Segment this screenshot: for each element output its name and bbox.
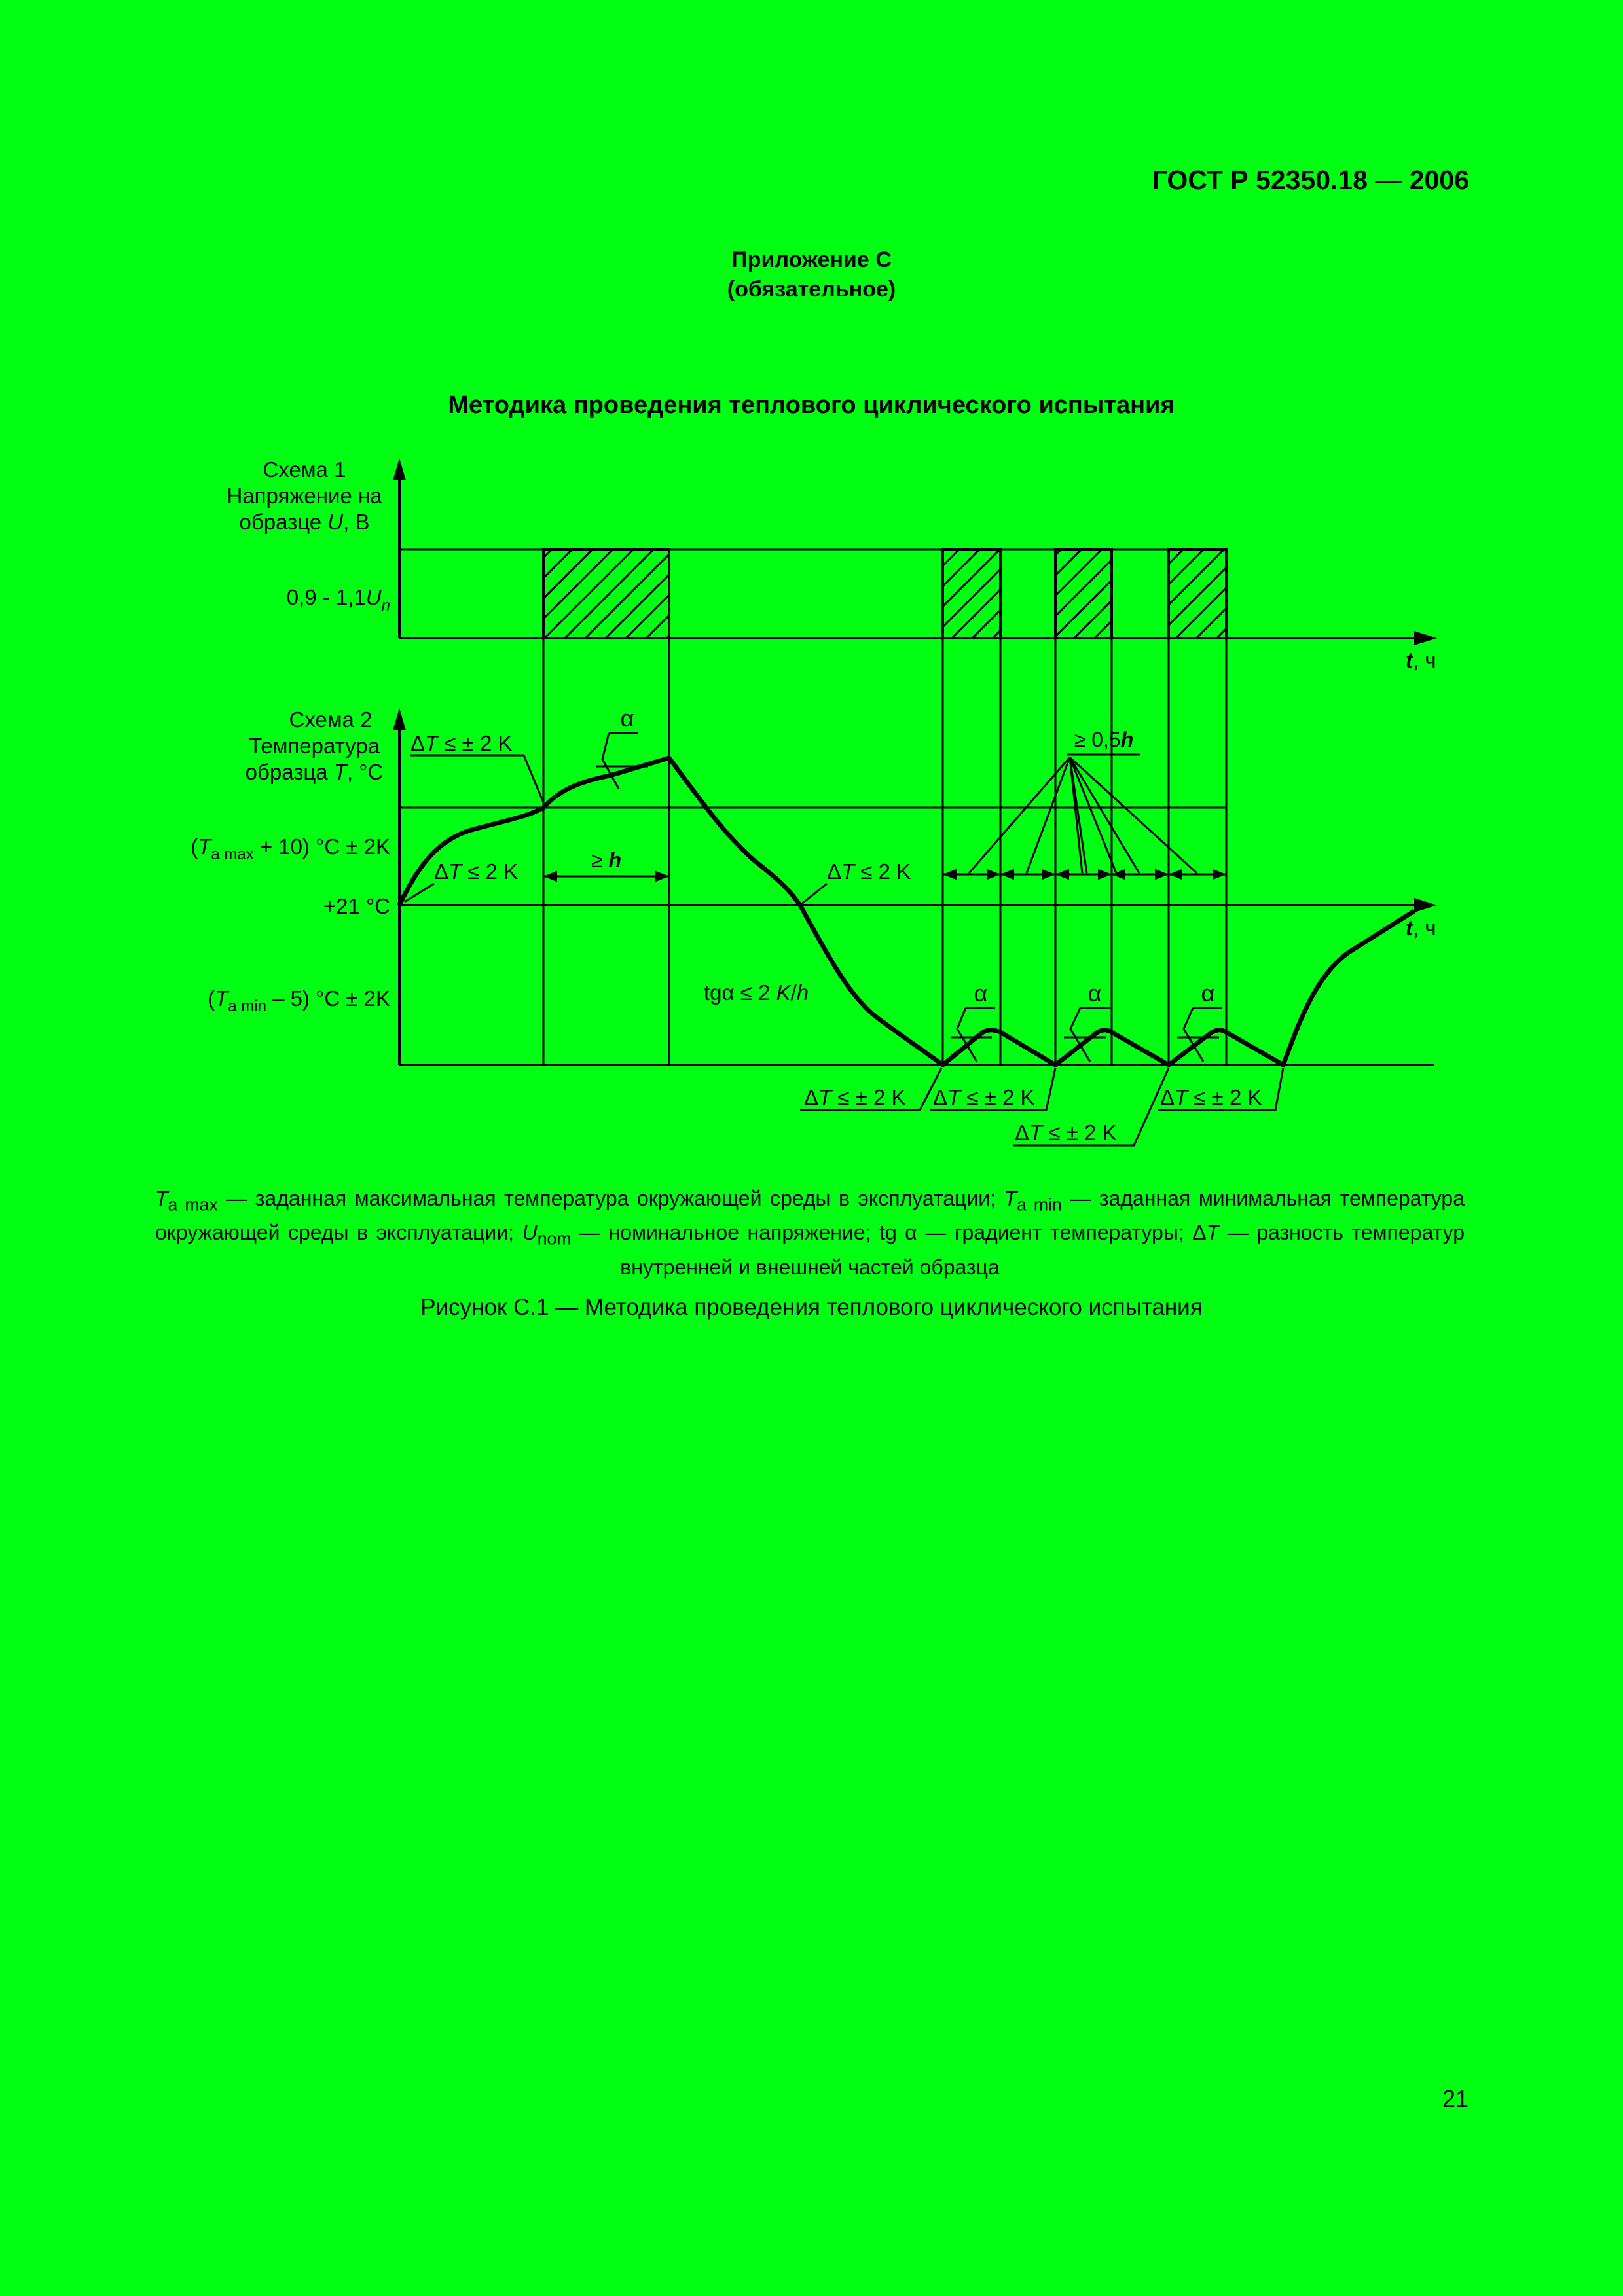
scheme2-t-axis-label: t, ч (1406, 916, 1436, 940)
figure-caption: Рисунок С.1 — Методика проведения теплового циклического испытания (420, 1295, 1203, 1320)
voltage-block-2 (943, 550, 1000, 638)
annex-title: Приложение С (731, 247, 892, 272)
figure-title: Методика проведения теплового циклического испытания (448, 391, 1175, 419)
voltage-block-1 (543, 550, 669, 638)
voltage-block-4 (1169, 550, 1226, 638)
t21-label: +21 °C (323, 894, 390, 918)
alpha-label-4: α (1201, 980, 1215, 1007)
tmin-label: $(T_{a min} - 5) ^\circ C \pm 2K$ (208, 986, 390, 1015)
voltage-range-label: $0,9 - 1,1U_n$ (286, 585, 390, 615)
delta-labels (410, 731, 1262, 1145)
scheme2-temperature-chart (191, 638, 1437, 1145)
dT-label-top: ΔT ≤ ± 2 K (410, 731, 513, 755)
alpha-label-3: α (1087, 980, 1102, 1007)
time-guides (543, 638, 1226, 1065)
dT-label-bottom-4: ΔT ≤ ± 2 K (1160, 1085, 1262, 1109)
scheme2-label: Схема 2 (289, 708, 373, 732)
tmax-label: $(T_{a max} + 10) ^\circ C \pm 2K$ (191, 834, 390, 863)
figure-legend: $T_{a max}$ — заданная максимальная температура окружающей среды в эксплуатации; $T_{a min}$ — заданная минимальная температура окружающей среды в эксплуатации; $U_{nom}$ — номинальное напряжение; tg α — градиент температуры; ΔT — разность температур внутренней и внешней частей образца (155, 1187, 1465, 1279)
scheme1-t-axis-label: t, ч (1406, 648, 1436, 672)
alpha-label-2: α (974, 980, 988, 1007)
annex-type: (обязательное) (727, 277, 896, 302)
dT-label-bottom-2: ΔT ≤ ± 2 K (933, 1085, 1035, 1109)
dT-label-bottom-1: ΔT ≤ ± 2 K (804, 1085, 906, 1109)
document-number: ГОСТ Р 52350.18 — 2006 (1152, 165, 1469, 195)
scheme1-t-arrow (1414, 631, 1437, 645)
gradient-label: tgα ≤ 2 K/h (704, 980, 809, 1005)
scheme1-ylabel-line1: Напряжение на (227, 484, 382, 508)
dimension-05h (943, 755, 1226, 874)
scheme2-t-arrow (1414, 898, 1437, 912)
temperature-curve (399, 758, 1414, 1065)
page-number: 21 (1442, 2085, 1468, 2112)
scheme1-voltage-chart (227, 457, 1437, 672)
dT-label-start: ΔT ≤ 2 K (434, 859, 519, 884)
ge-05h-label: ≥ 0,5h (1074, 728, 1134, 751)
scheme1-y-arrow (393, 458, 406, 480)
scheme2-ylabel-line1: Температура (249, 734, 380, 758)
dT-label-mid: ΔT ≤ 2 K (827, 859, 911, 884)
dT-label-bottom-3: ΔT ≤ ± 2 K (1015, 1121, 1117, 1145)
scheme1-label: Схема 1 (263, 457, 346, 482)
scheme2-y-arrow (393, 708, 406, 730)
ge-h-label: ≥ h (591, 848, 621, 872)
alpha-label-1: α (620, 705, 634, 732)
voltage-block-3 (1055, 550, 1112, 638)
scheme2-ylabel-line2: образца T, °C (245, 760, 384, 784)
scheme1-ylabel-line2: образце U, В (239, 510, 370, 534)
